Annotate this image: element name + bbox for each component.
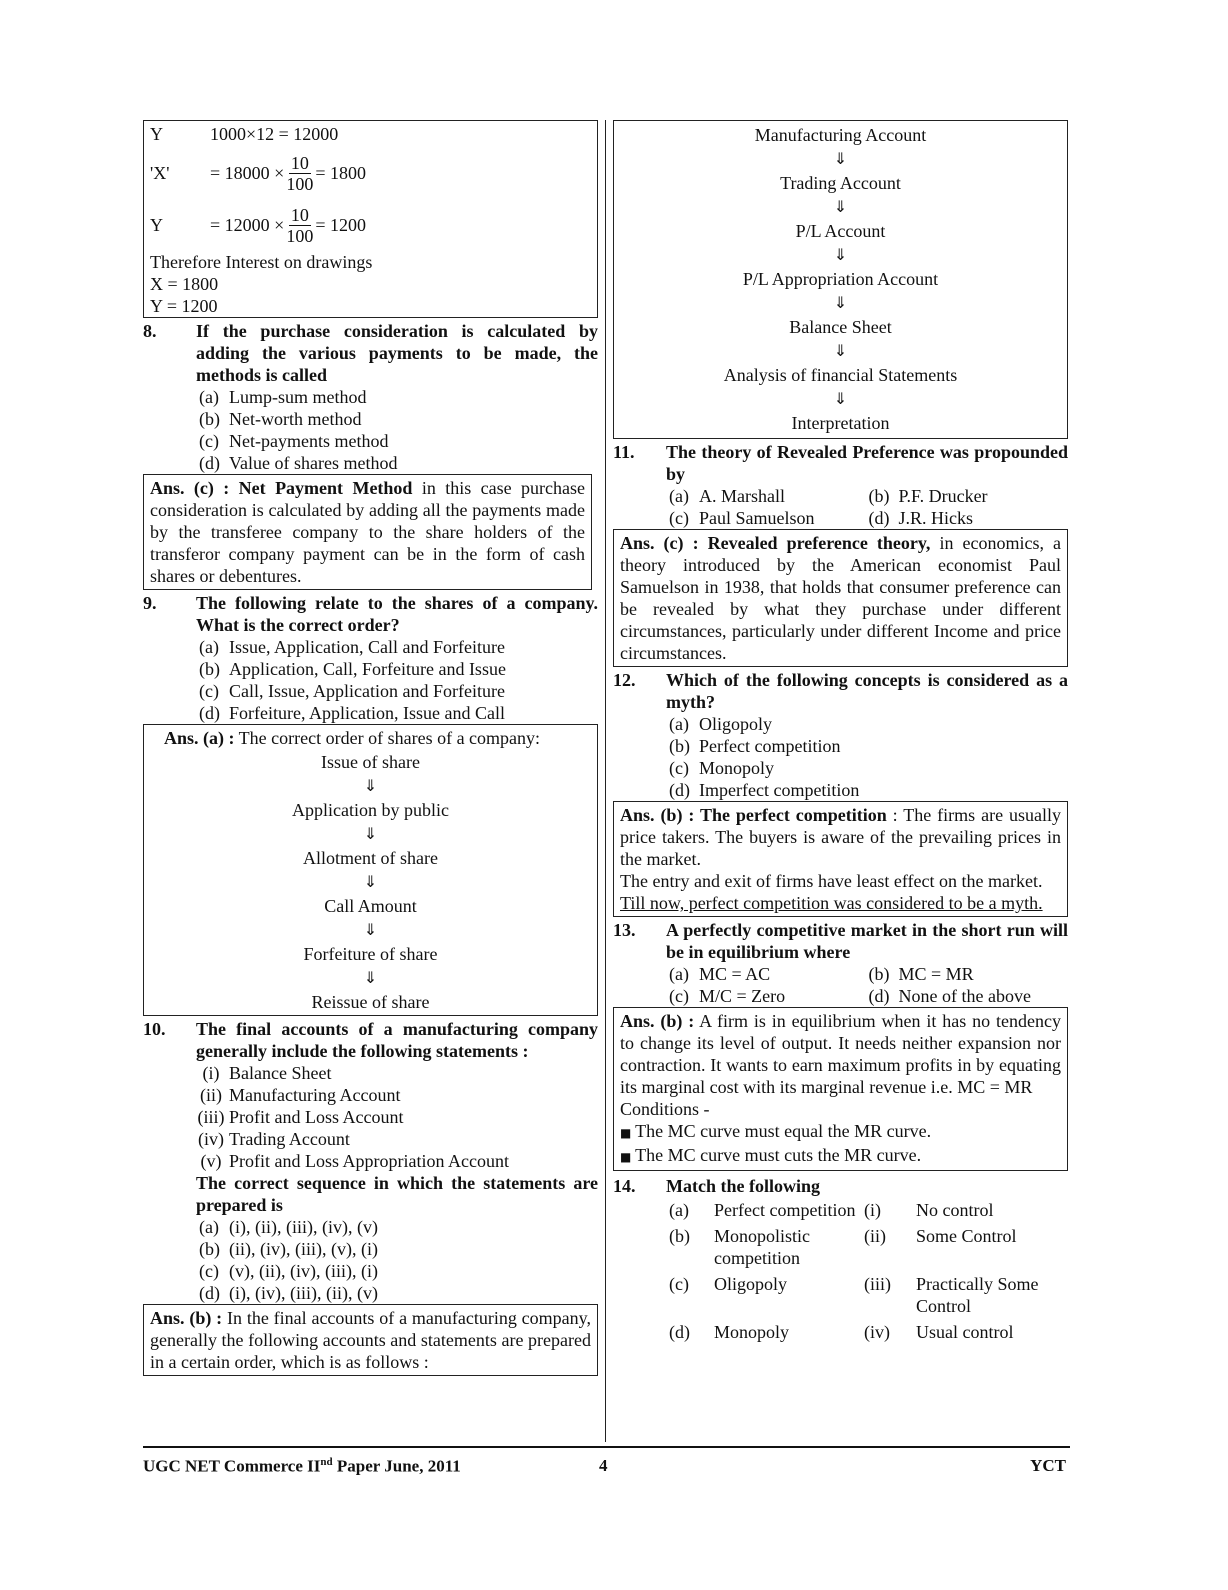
options-9 (199, 636, 598, 724)
flow-step: Trading Account (780, 173, 901, 193)
bullet-item (620, 1144, 1061, 1168)
option-letter: (c) (669, 508, 689, 528)
match-right-number: (i) (864, 1200, 881, 1220)
calculation-box (143, 120, 598, 318)
match-right-text: Some Control (916, 1226, 1017, 1246)
flow-step: Allotment of share (303, 848, 438, 868)
option (199, 1282, 598, 1304)
answer-paragraph: The entry and exit of firms have least effect on the market. (620, 871, 1043, 891)
statement-item (193, 1084, 598, 1106)
option (669, 485, 869, 507)
question-10 (143, 1018, 598, 1062)
match-right-text: Usual control (916, 1322, 1014, 1342)
square-bullet-icon: ■ (620, 1150, 636, 1164)
question-number: 8. (143, 321, 157, 341)
question-12 (613, 669, 1068, 713)
question-text: Which of the following concepts is considered as a myth? (666, 670, 1068, 712)
option (199, 1216, 598, 1238)
option-letter: (c) (199, 681, 219, 701)
flow-step: Application by public (292, 800, 449, 820)
item-number: (v) (200, 1151, 222, 1171)
flow-step: Reissue of share (311, 992, 430, 1012)
option-letter: (b) (199, 659, 220, 679)
answer-paragraph: Till now, perfect competition was considered to be a myth. (620, 893, 1043, 913)
question-text: The theory of Revealed Preference was propounded by (666, 442, 1068, 484)
question-11 (613, 441, 1068, 485)
match-left-text: Monopoly (714, 1322, 790, 1342)
option-text: (i), (iv), (iii), (ii), (v) (229, 1283, 378, 1303)
match-left-letter: (c) (669, 1274, 689, 1294)
answer-text: In the final accounts of a manufacturing company, generally the following accounts and statements are prepared in a certain order, which is as follows : (150, 1308, 591, 1372)
down-arrow-icon: ⇓ (833, 245, 848, 264)
question-14 (613, 1175, 1068, 1197)
option (199, 636, 598, 658)
numerator: 10 (290, 204, 309, 225)
option-text: MC = AC (699, 964, 771, 984)
option (869, 507, 1069, 529)
option-letter: (c) (669, 758, 689, 778)
option-text: Lump-sum method (229, 387, 367, 407)
bullet-text: The MC curve must cuts the MR curve. (635, 1145, 922, 1165)
question-text: The final accounts of a manufacturing company generally include the following statements : (196, 1019, 598, 1061)
final-accounts-flow (613, 120, 1068, 439)
option-letter: (b) (669, 736, 690, 756)
option-letter: (d) (868, 986, 890, 1006)
question-9 (143, 592, 598, 636)
bullet-item (620, 1120, 1061, 1144)
answer-text: in economics, a theory introduced by the American economist Paul Samuelson in 1938, that holds that consumer preference can be revealed by what they purchase under different circumstances, particularly under different Income and price circumstances. (620, 533, 1061, 663)
calc-label: Y (150, 124, 163, 144)
option-text: Value of shares method (229, 453, 398, 473)
flow-step: P/L Appropriation Account (742, 269, 939, 289)
item-number: (i) (202, 1063, 220, 1083)
down-arrow-icon: ⇓ (833, 197, 848, 216)
share-order-flow (150, 749, 591, 1015)
item-number: (iv) (198, 1129, 224, 1149)
question-text: If the purchase consideration is calculated by adding the various payments to be made, the methods is called (196, 321, 598, 385)
option-letter: (a) (199, 637, 219, 657)
match-left-text: Monopolistic competition (714, 1226, 811, 1268)
option-text: (v), (ii), (iv), (iii), (i) (229, 1261, 378, 1281)
down-arrow-icon: ⇓ (363, 872, 378, 891)
option (199, 430, 598, 452)
flow-step: Interpretation (791, 413, 890, 433)
answer-8 (143, 474, 592, 590)
answer-label: Ans. (b) : (150, 1308, 223, 1328)
option-text: MC = MR (898, 964, 974, 984)
match-left-text: Perfect competition (714, 1200, 856, 1220)
option-text: Perfect competition (699, 736, 841, 756)
option-text: Net-worth method (229, 409, 362, 429)
answer-text: : The firms are usually price takers. The buyers is aware of the prevailing prices in the market. (620, 805, 1061, 869)
flow-step: Issue of share (321, 752, 420, 772)
question-8 (143, 320, 598, 386)
denominator: 100 (286, 225, 314, 246)
option (199, 386, 598, 408)
options-8 (199, 386, 598, 474)
answer-9 (143, 724, 598, 1016)
option-text: Monopoly (699, 758, 775, 778)
fraction (286, 205, 313, 246)
option-text: Application, Call, Forfeiture and Issue (229, 659, 506, 679)
option (199, 408, 598, 430)
match-left-text: Oligopoly (714, 1274, 788, 1294)
option-letter: (a) (669, 714, 689, 734)
question-number: 9. (143, 593, 157, 613)
denominator: 100 (286, 173, 314, 194)
bullet-text: The MC curve must equal the MR curve. (635, 1121, 932, 1141)
question-number: 11. (613, 442, 635, 462)
option (199, 680, 598, 702)
answer-label: Ans. (b) : The perfect competition (620, 805, 887, 825)
answer-11 (613, 529, 1068, 667)
option (669, 507, 869, 529)
option-text: M/C = Zero (699, 986, 786, 1006)
options-10 (199, 1216, 598, 1304)
calc-label: Y (150, 215, 163, 235)
down-arrow-icon: ⇓ (833, 293, 848, 312)
option-letter: (a) (669, 486, 689, 506)
option-letter: (c) (199, 1261, 219, 1281)
option-letter: (d) (199, 703, 220, 723)
item-text: Balance Sheet (229, 1063, 332, 1083)
match-left-letter: (b) (669, 1226, 690, 1246)
flow-step: P/L Account (795, 221, 886, 241)
question-subtext: The correct sequence in which the statements are prepared is (196, 1173, 598, 1215)
answer-text: in this case purchase consideration is calculated by adding all the payments made by the transferee company to the share holders of the transferor company payment can be in the form of cash shares or debentures. (150, 478, 585, 586)
options-13b (669, 985, 1068, 1007)
match-left-letter: (d) (669, 1322, 690, 1342)
options-12 (669, 713, 1068, 801)
match-left-letter: (a) (669, 1200, 689, 1220)
calc-expr: = 1200 (315, 215, 366, 235)
down-arrow-icon: ⇓ (363, 968, 378, 987)
calc-expr: 1000×12 = 12000 (210, 124, 339, 144)
option (669, 735, 1068, 757)
item-text: Profit and Loss Account (229, 1107, 404, 1127)
option-letter: (a) (669, 964, 689, 984)
option-letter: (b) (868, 964, 890, 984)
answer-10 (143, 1304, 598, 1376)
calc-line: X = 1800 (150, 274, 219, 294)
option (869, 485, 1069, 507)
numerator: 10 (290, 152, 309, 173)
calc-expr: = 18000 × (210, 163, 285, 183)
match-right-number: (iv) (864, 1322, 890, 1342)
statements-10 (193, 1062, 598, 1172)
option-letter: (d) (199, 1283, 220, 1303)
option (669, 757, 1068, 779)
down-arrow-icon: ⇓ (833, 389, 848, 408)
option (669, 985, 869, 1007)
square-bullet-icon: ■ (620, 1126, 636, 1140)
option-text: Net-payments method (229, 431, 389, 451)
item-text: Profit and Loss Appropriation Account (229, 1151, 509, 1171)
option-text: (ii), (iv), (iii), (v), (i) (229, 1239, 378, 1259)
question-number: 13. (613, 920, 636, 940)
footer-title-text: UGC NET Commerce II (143, 1456, 321, 1476)
down-arrow-icon: ⇓ (363, 776, 378, 795)
flow-step: Balance Sheet (789, 317, 892, 337)
answer-label: Ans. (b) : (620, 1011, 695, 1031)
calc-label: 'X' (150, 163, 170, 183)
answer-label: Ans. (c) : Net Payment Method (150, 478, 413, 498)
option-text: J.R. Hicks (898, 508, 974, 528)
option (869, 963, 1069, 985)
option (199, 702, 598, 724)
footer-exam-title (143, 1456, 461, 1477)
question-number: 12. (613, 670, 636, 690)
option-text: (i), (ii), (iii), (iv), (v) (229, 1217, 378, 1237)
option-text: Imperfect competition (699, 780, 860, 800)
down-arrow-icon: ⇓ (363, 920, 378, 939)
calc-expr: = 12000 × (210, 215, 285, 235)
flow-step: Call Amount (324, 896, 417, 916)
match-right-number: (iii) (864, 1274, 891, 1294)
options-11 (669, 485, 1068, 507)
option-text: P.F. Drucker (898, 486, 988, 506)
option-letter: (b) (199, 1239, 220, 1259)
match-right-text: No control (916, 1200, 994, 1220)
match-table (669, 1199, 1068, 1343)
question-13 (613, 919, 1068, 963)
question-text: Match the following (666, 1176, 820, 1196)
option (199, 658, 598, 680)
down-arrow-icon: ⇓ (363, 824, 378, 843)
option-letter: (b) (199, 409, 220, 429)
statement-item (193, 1150, 598, 1172)
question-text: The following relate to the shares of a company. What is the correct order? (196, 593, 598, 635)
option (199, 1260, 598, 1282)
option (869, 985, 1069, 1007)
item-number: (iii) (197, 1107, 225, 1127)
option (199, 1238, 598, 1260)
calc-expr: = 1800 (315, 163, 366, 183)
options-13 (669, 963, 1068, 985)
answer-text: The correct order of shares of a company: (234, 728, 541, 748)
question-number: 10. (143, 1019, 166, 1039)
answer-text: A firm is in equilibrium when it has no tendency to change its level of output. It needs neither expansion nor contraction. It wants to earn maximum profits in by equating its marginal cost with its marginal revenue i.e. MC = MR (620, 1011, 1061, 1097)
item-text: Trading Account (229, 1129, 350, 1149)
option-text: Oligopoly (699, 714, 773, 734)
left-column (143, 120, 598, 1376)
page-footer (143, 1446, 1070, 1476)
answer-12 (613, 801, 1068, 917)
statement-item (193, 1106, 598, 1128)
conditions-title: Conditions - (620, 1099, 710, 1119)
page-number: 4 (599, 1456, 608, 1475)
options-11b (669, 507, 1068, 529)
answer-label: Ans. (a) : (164, 728, 235, 748)
down-arrow-icon: ⇓ (833, 341, 848, 360)
item-number: (ii) (200, 1085, 222, 1105)
option-text: Forfeiture, Application, Issue and Call (229, 703, 505, 723)
right-column (613, 120, 1068, 1343)
footer-title-sup: nd (320, 1456, 333, 1468)
option (199, 452, 598, 474)
match-right-number: (ii) (864, 1226, 886, 1246)
flow-step: Analysis of financial Statements (723, 365, 958, 385)
option-letter: (c) (669, 986, 689, 1006)
fraction (286, 153, 313, 194)
question-text: A perfectly competitive market in the short run will be in equilibrium where (666, 920, 1068, 962)
statement-item (193, 1062, 598, 1084)
column-divider (605, 120, 606, 1442)
option-letter: (b) (868, 486, 890, 506)
footer-title-text: Paper June, 2011 (332, 1456, 461, 1476)
option-letter: (c) (199, 431, 219, 451)
option (669, 963, 869, 985)
answer-label: Ans. (c) : Revealed preference theory, (620, 533, 931, 553)
option-text: Paul Samuelson (699, 508, 815, 528)
option-text: None of the above (898, 986, 1031, 1006)
option-text: A. Marshall (699, 486, 785, 506)
match-right-text: Practically Some Control (916, 1274, 1039, 1316)
footer-publisher: YCT (1030, 1456, 1066, 1475)
item-text: Manufacturing Account (229, 1085, 401, 1105)
flow-step: Manufacturing Account (754, 125, 927, 145)
calc-line: Therefore Interest on drawings (150, 252, 373, 272)
option-letter: (d) (199, 453, 220, 473)
option-letter: (a) (199, 1217, 219, 1237)
question-number: 14. (613, 1176, 636, 1196)
statement-item (193, 1128, 598, 1150)
option-letter: (a) (199, 387, 219, 407)
option-text: Issue, Application, Call and Forfeiture (229, 637, 505, 657)
calc-line: Y = 1200 (150, 296, 218, 316)
flow-step: Forfeiture of share (303, 944, 438, 964)
down-arrow-icon: ⇓ (833, 149, 848, 168)
answer-13 (613, 1007, 1068, 1171)
option-letter: (d) (868, 508, 890, 528)
option-letter: (d) (669, 780, 690, 800)
option (669, 779, 1068, 801)
option-text: Call, Issue, Application and Forfeiture (229, 681, 505, 701)
option (669, 713, 1068, 735)
